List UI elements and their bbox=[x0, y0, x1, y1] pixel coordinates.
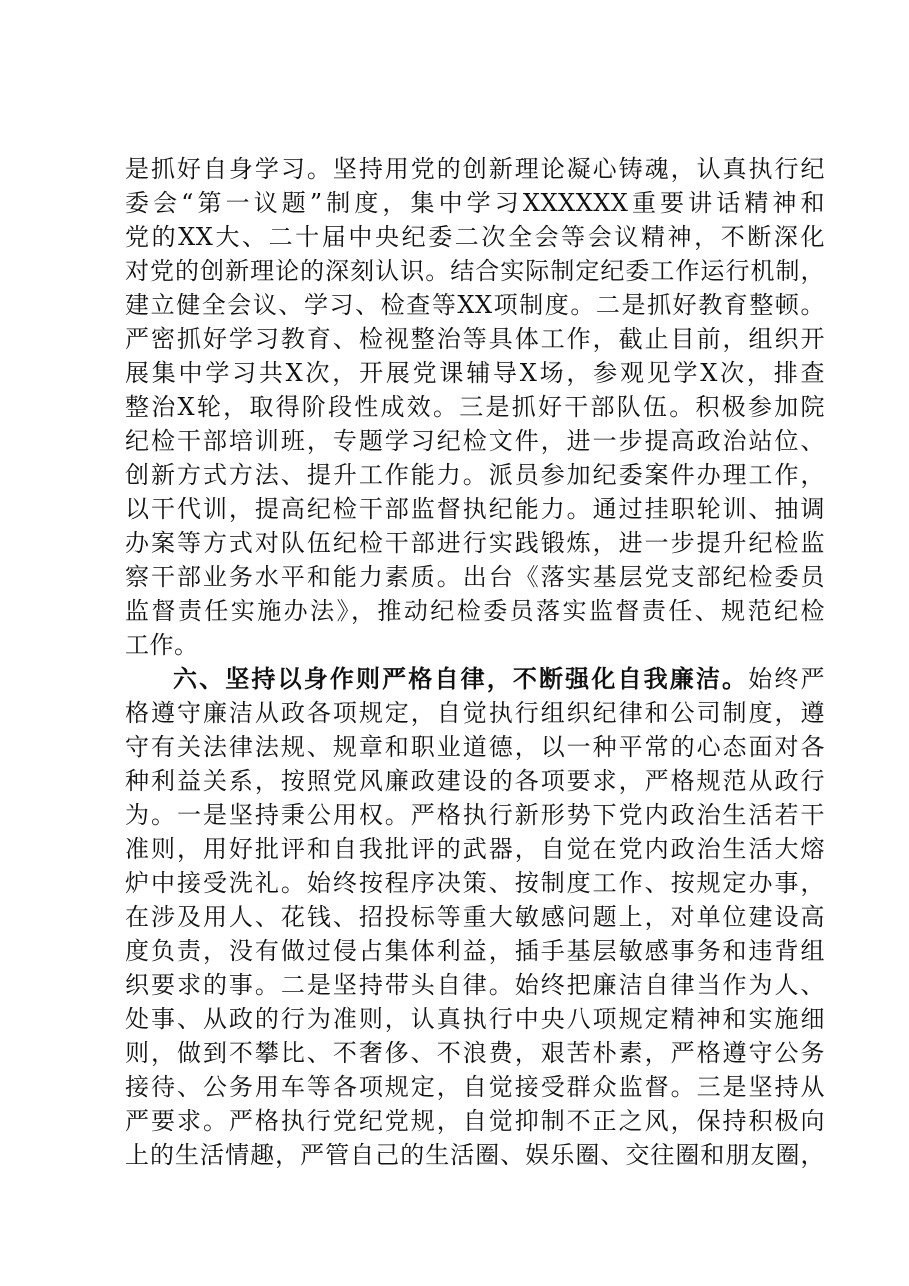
text-line: 展集中学习共X次，开展党课辅导X场，参观见学X次，排查 bbox=[125, 359, 825, 387]
text-line: 为。一是坚持秉公用权。严格执行新形势下党内政治生活若干 bbox=[125, 801, 825, 829]
text-line: 整治X轮，取得阶段性成效。三是抓好干部队伍。积极参加院 bbox=[125, 393, 825, 421]
section-heading-line bbox=[173, 662, 825, 696]
text-line: 织要求的事。二是坚持带头自律。始终把廉洁自律当作为人、 bbox=[125, 971, 825, 999]
section-heading: 六、坚持以身作则严格自律，不断强化自我廉洁。 bbox=[173, 664, 749, 693]
text-line: 在涉及用人、花钱、招投标等重大敏感问题上，对单位建设高 bbox=[125, 903, 825, 931]
text-line: 严要求。严格执行党纪党规，自觉抑制不正之风，保持积极向 bbox=[125, 1107, 825, 1135]
text-line: 党的XX大、二十届中央纪委二次全会等会议精神，不断深化 bbox=[125, 223, 825, 251]
text-line: 对党的创新理论的深刻认识。结合实际制定纪委工作运行机制， bbox=[125, 257, 825, 285]
text-line: 建立健全会议、学习、检查等XX项制度。二是抓好教育整顿。 bbox=[125, 291, 825, 319]
text-line: 守有关法律法规、规章和职业道德，以一种平常的心态面对各 bbox=[125, 733, 825, 761]
text-line: 准则，用好批评和自我批评的武器，自觉在党内政治生活大熔 bbox=[125, 835, 825, 863]
text-line: 则，做到不攀比、不奢侈、不浪费，艰苦朴素，严格遵守公务 bbox=[125, 1039, 825, 1067]
text-line: 上的生活情趣，严管自己的生活圈、娱乐圈、交往圈和朋友圈， bbox=[125, 1141, 825, 1169]
text-line: 办案等方式对队伍纪检干部进行实践锻炼，进一步提升纪检监 bbox=[125, 529, 825, 557]
text-line: 创新方式方法、提升工作能力。派员参加纪委案件办理工作， bbox=[125, 461, 825, 489]
text-line: 接待、公务用车等各项规定，自觉接受群众监督。三是坚持从 bbox=[125, 1073, 825, 1101]
text-line: 监督责任实施办法》，推动纪检委员落实监督责任、规范纪检 bbox=[125, 597, 825, 625]
text-line: 种利益关系，按照党风廉政建设的各项要求，严格规范从政行 bbox=[125, 767, 825, 795]
text-line: 以干代训，提高纪检干部监督执纪能力。通过挂职轮训、抽调 bbox=[125, 495, 825, 523]
text-line: 炉中接受洗礼。始终按程序决策、按制度工作、按规定办事， bbox=[125, 869, 825, 897]
text-line: 工作。 bbox=[125, 631, 199, 659]
text-line: 处事、从政的行为准则，认真执行中央八项规定精神和实施细 bbox=[125, 1005, 825, 1033]
text-line: 是抓好自身学习。坚持用党的创新理论凝心铸魂，认真执行纪 bbox=[125, 155, 825, 183]
text-line: 度负责，没有做过侵占集体利益，插手基层敏感事务和违背组 bbox=[125, 937, 825, 965]
text-line: 察干部业务水平和能力素质。出台《落实基层党支部纪检委员 bbox=[125, 563, 825, 591]
heading-line-rest: 始终严 bbox=[748, 665, 826, 693]
text-line: 纪检干部培训班，专题学习纪检文件，进一步提高政治站位、 bbox=[125, 427, 825, 455]
text-line: 格遵守廉洁从政各项规定，自觉执行组织纪律和公司制度，遵 bbox=[125, 699, 825, 727]
text-line: 严密抓好学习教育、检视整治等具体工作，截止目前，组织开 bbox=[125, 325, 825, 353]
text-line: 委会“第一议题”制度，集中学习XXXXXX重要讲话精神和 bbox=[125, 189, 825, 217]
